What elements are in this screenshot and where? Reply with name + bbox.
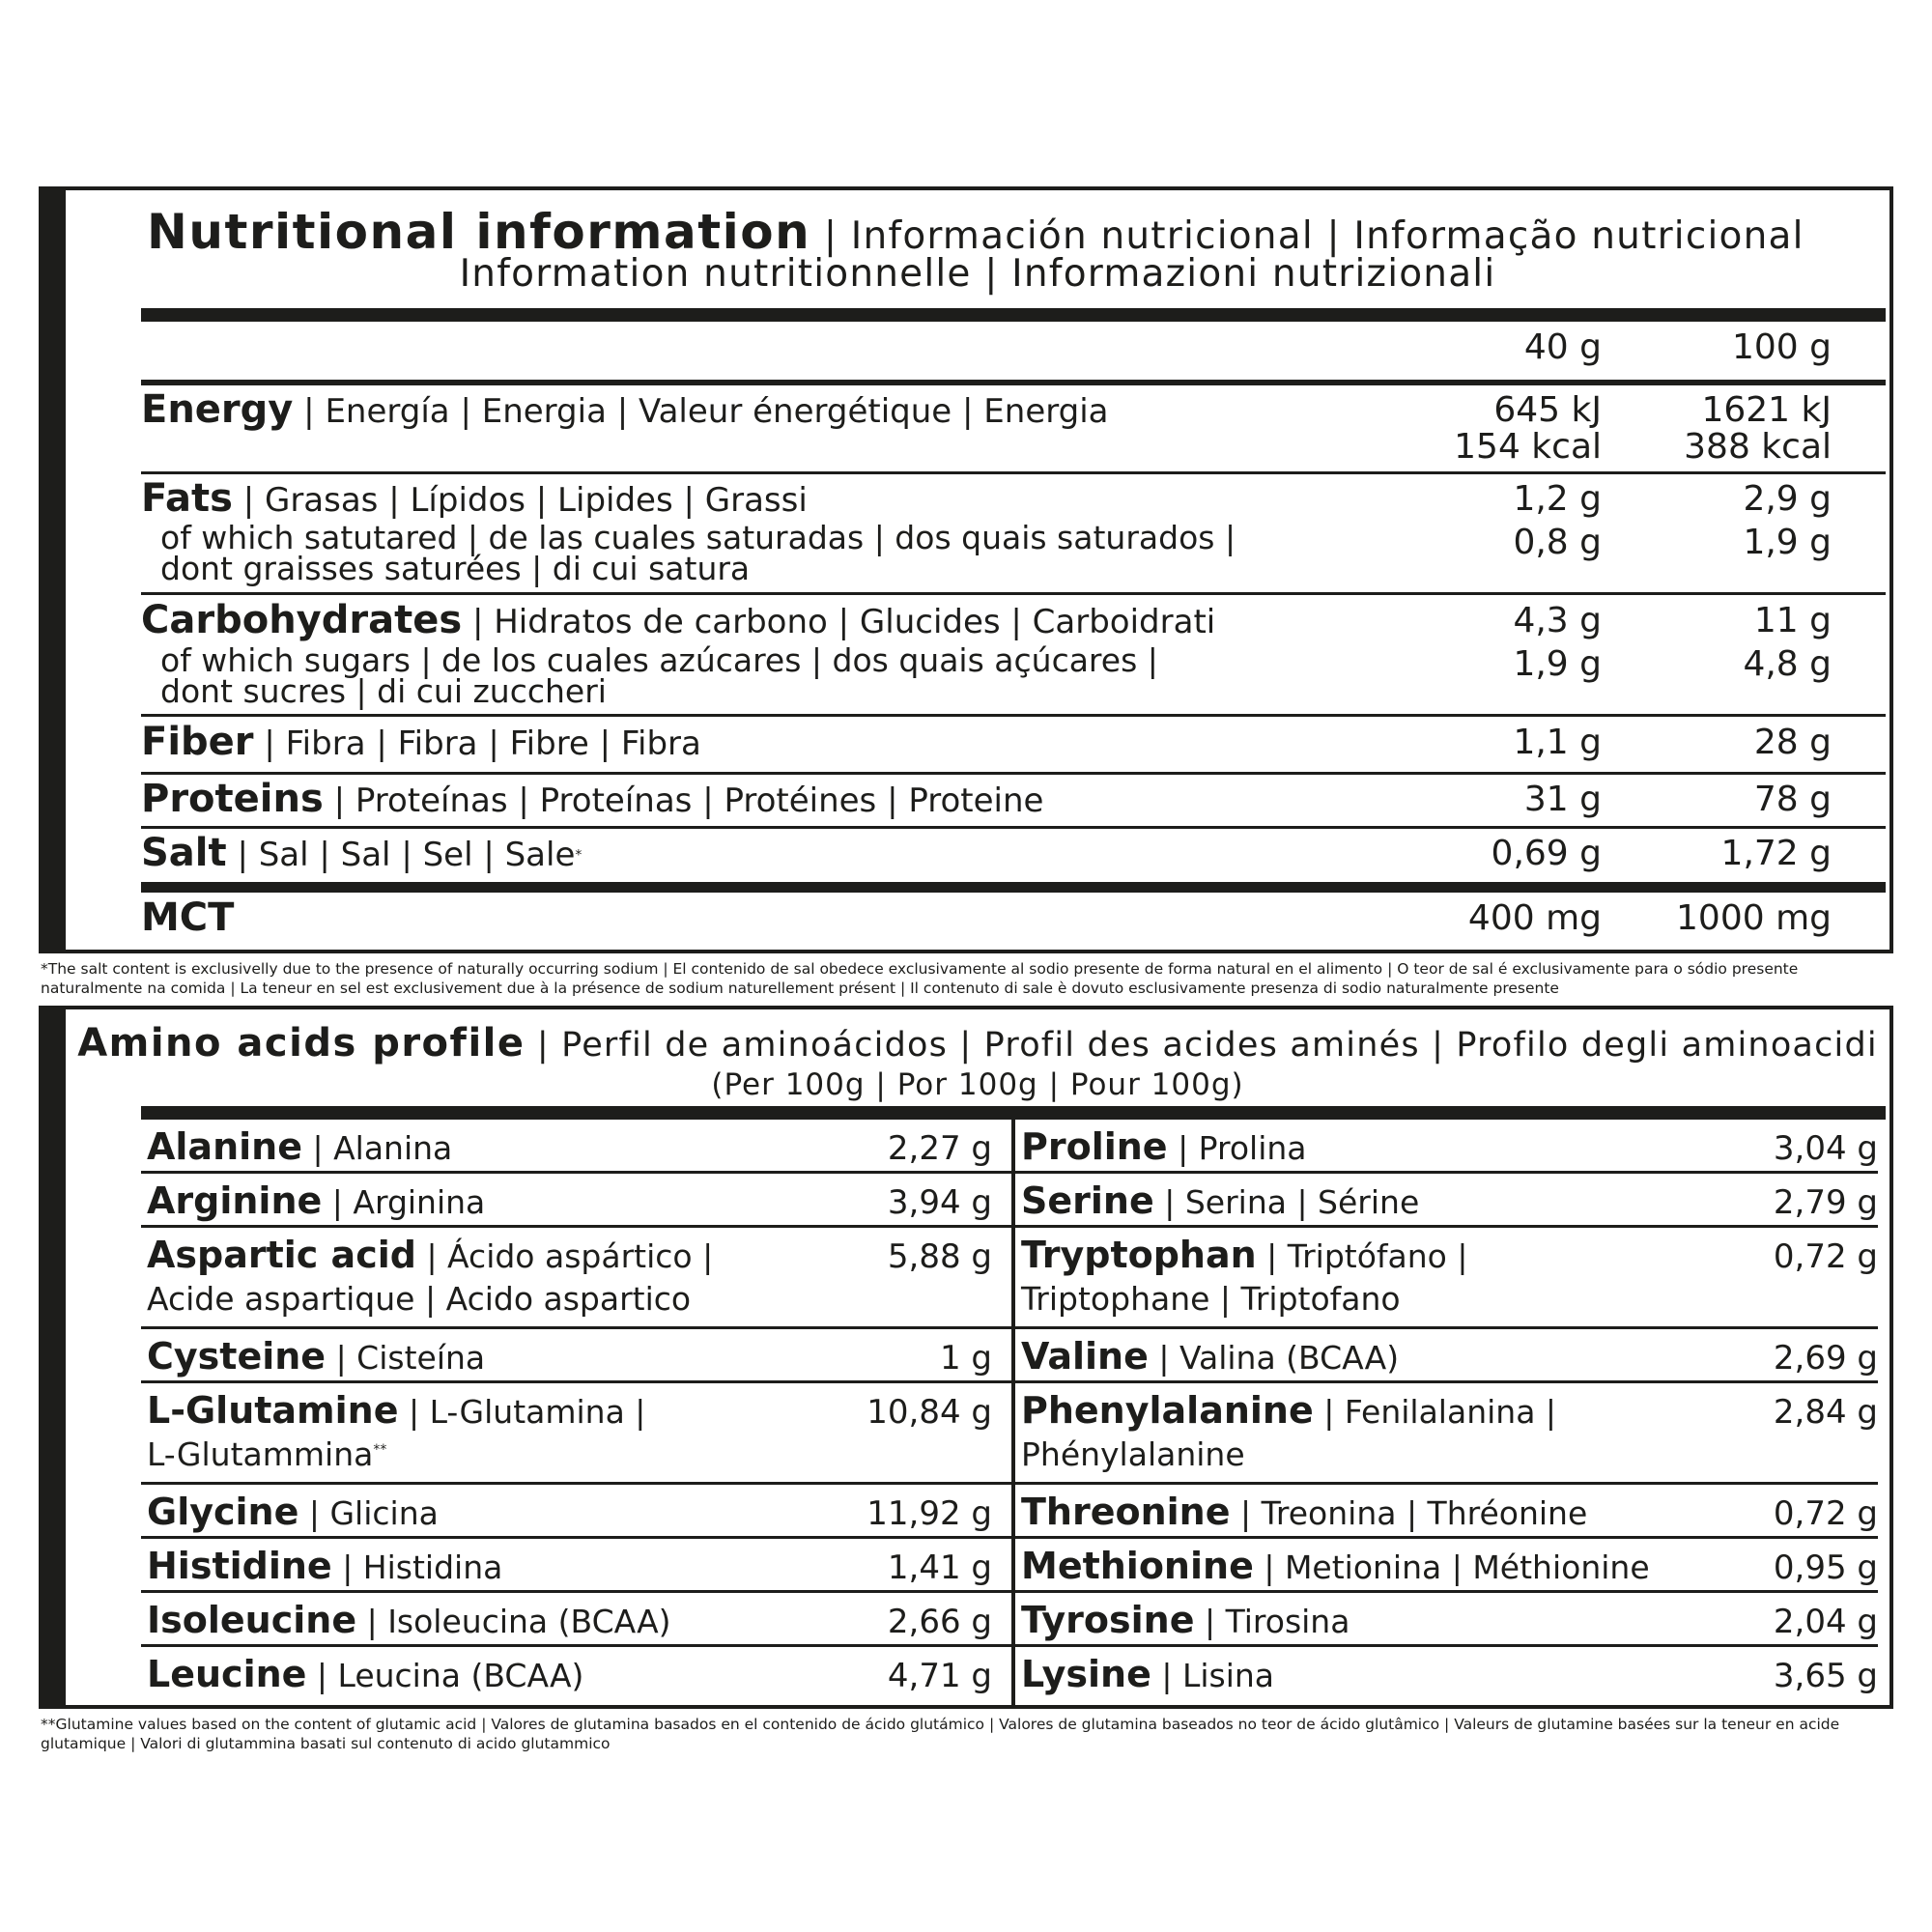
- amino-name-translations: | Lisina: [1151, 1657, 1275, 1694]
- salt-label: [141, 831, 582, 875]
- amino-name-bold: Threonine: [1021, 1491, 1231, 1533]
- amino-value: 1 g: [939, 1339, 992, 1378]
- amino-value: 11,92 g: [867, 1494, 992, 1533]
- energy-label-bold: Energy: [141, 387, 294, 432]
- carbs-label-bold: Carbohydrates: [141, 598, 463, 642]
- amino-name-translations: | Glicina: [298, 1494, 439, 1532]
- amino-value: 3,65 g: [1773, 1657, 1878, 1695]
- salt-label-bold: Salt: [141, 831, 227, 875]
- fats-40: 1,2 g: [1513, 479, 1602, 519]
- proteins-label-bold: Proteins: [141, 777, 324, 821]
- saturated-40: 0,8 g: [1513, 523, 1602, 562]
- amino-value: 2,66 g: [887, 1603, 992, 1641]
- carbs-100: 11 g: [1753, 601, 1832, 640]
- amino-row: [1015, 1329, 1886, 1383]
- fats-sub-line2: dont graisses saturées | di cui satura: [160, 550, 751, 587]
- row-divider: [141, 714, 1886, 717]
- amino-row: [1015, 1539, 1886, 1593]
- amino-row: [141, 1120, 1011, 1174]
- fiber-100: 28 g: [1753, 723, 1832, 762]
- row-divider: [141, 471, 1886, 474]
- amino-name-line2-text: Phénylalanine: [1021, 1435, 1245, 1473]
- amino-name-bold: Tryptophan: [1021, 1234, 1257, 1276]
- energy-40-kcal: 154 kcal: [1454, 427, 1602, 467]
- amino-value: 5,88 g: [887, 1237, 992, 1276]
- amino-name: [147, 1234, 713, 1276]
- sugars-40: 1,9 g: [1513, 644, 1602, 684]
- amino-panel: [39, 1006, 1893, 1709]
- fats-label-bold: Fats: [141, 476, 233, 521]
- carbs-label: [141, 598, 1215, 642]
- amino-row: [1015, 1485, 1886, 1539]
- amino-value: 4,71 g: [887, 1657, 992, 1695]
- amino-name-translations: | Prolina: [1167, 1129, 1307, 1167]
- glutamine-footnote: **Glutamine values based on the content of glutamic acid | Valores de glutamina basados en el contenido de ácido glutámico | Valores de glutamina baseados no teor de ácido glutâmico | Valeurs de glutamine basées sur la teneur en acide glutamique | Valori di glutammina basati sul contenuto di acido glutammico: [41, 1716, 1840, 1752]
- row-divider: [141, 826, 1886, 829]
- amino-name: [1021, 1125, 1307, 1168]
- amino-name-bold: Valine: [1021, 1335, 1149, 1378]
- energy-100-kcal: 388 kcal: [1684, 427, 1832, 467]
- amino-name: [147, 1125, 452, 1168]
- amino-name: [147, 1179, 485, 1222]
- nutrition-title-rest: | Información nutricional | Informação nutricional: [810, 214, 1804, 258]
- fiber-label-rest: | Fibra | Fibra | Fibre | Fibra: [253, 724, 701, 763]
- amino-value: 2,69 g: [1773, 1339, 1878, 1378]
- fiber-label-bold: Fiber: [141, 720, 254, 764]
- amino-name-bold: Glycine: [147, 1491, 299, 1533]
- amino-name-translations: | Tirosina: [1194, 1603, 1350, 1640]
- amino-name-line2: [1021, 1435, 1245, 1473]
- energy-label-rest: | Energía | Energia | Valeur énergétique | Energia: [293, 392, 1109, 431]
- salt-40: 0,69 g: [1491, 834, 1602, 873]
- amino-title-divider: [141, 1106, 1886, 1120]
- amino-name-translations: | Histidina: [331, 1548, 503, 1586]
- amino-name: [1021, 1234, 1467, 1276]
- mct-divider: [141, 882, 1886, 893]
- amino-name-line2-text: Acide aspartique | Acido aspartico: [147, 1280, 692, 1318]
- mct-40: 400 mg: [1467, 898, 1602, 938]
- amino-name-bold: Aspartic acid: [147, 1234, 416, 1276]
- amino-name-translations: | Valina (BCAA): [1148, 1339, 1400, 1377]
- amino-row: [141, 1593, 1011, 1647]
- proteins-label: [141, 777, 1043, 821]
- amino-name-translations: | Arginina: [322, 1183, 486, 1221]
- amino-row: [1015, 1383, 1886, 1485]
- amino-value: 0,72 g: [1773, 1237, 1878, 1276]
- amino-name-translations: | Triptófano |: [1256, 1237, 1468, 1275]
- amino-value: 2,79 g: [1773, 1183, 1878, 1222]
- salt-label-rest: | Sal | Sal | Sel | Sale: [226, 836, 576, 874]
- salt-100: 1,72 g: [1720, 834, 1832, 873]
- amino-title-bold: Amino acids profile: [77, 1021, 526, 1065]
- amino-row: [141, 1228, 1011, 1329]
- amino-value: 3,94 g: [887, 1183, 992, 1222]
- amino-value: 10,84 g: [867, 1393, 992, 1432]
- amino-name-bold: Tyrosine: [1021, 1599, 1195, 1641]
- amino-row: [141, 1174, 1011, 1228]
- amino-row: [1015, 1593, 1886, 1647]
- amino-value: 2,27 g: [887, 1129, 992, 1168]
- glutamine-footnote-marker: **: [373, 1442, 387, 1458]
- amino-name-translations: | Serina | Sérine: [1153, 1183, 1420, 1221]
- row-divider: [141, 772, 1886, 775]
- salt-footnote: *The salt content is exclusivelly due to the presence of naturally occurring sodium | El contenido de sal obedece exclusivamente al sodio presente de forma natural en el alimento | O teor de sal é exclusivamente para o sódio presente naturalmente na comida | La teneur en sel est exclusivement due à la présence de sodium naturellement présent | Il contenuto di sale è dovuto esclusivamente presenza di sodio naturalmente presente: [41, 960, 1799, 997]
- mct-100: 1000 mg: [1676, 898, 1832, 938]
- amino-name-bold: Serine: [1021, 1179, 1154, 1222]
- amino-value: 0,95 g: [1773, 1548, 1878, 1587]
- amino-name-line2: [147, 1280, 691, 1318]
- amino-name-translations: | Cisteína: [326, 1339, 486, 1377]
- energy-40-kj: 645 kJ: [1493, 390, 1602, 430]
- amino-title-line2: (Per 100g | Por 100g | Pour 100g): [711, 1067, 1244, 1102]
- carbs-sub-line2: dont sucres | di cui zuccheri: [160, 672, 607, 710]
- carbs-label-rest: | Hidratos de carbono | Glucides | Carboidrati: [462, 603, 1216, 641]
- amino-name-line2: [147, 1435, 386, 1473]
- nutrition-title-line2: Information nutritionnelle | Informazioni nutrizionali: [459, 252, 1496, 296]
- nutrition-title-bold: Nutritional information: [147, 204, 811, 260]
- amino-row: [1015, 1647, 1886, 1709]
- carbs-40: 4,3 g: [1513, 601, 1602, 640]
- proteins-40: 31 g: [1523, 780, 1602, 819]
- amino-name-bold: Isoleucine: [147, 1599, 357, 1641]
- proteins-100: 78 g: [1753, 780, 1832, 819]
- mct-label: MCT: [141, 895, 235, 940]
- amino-name: [147, 1545, 502, 1587]
- amino-name: [147, 1335, 485, 1378]
- amino-row: [141, 1539, 1011, 1593]
- col-header-40g: 40 g: [1523, 327, 1602, 367]
- amino-row: [141, 1383, 1011, 1485]
- nutrition-panel: [39, 186, 1893, 953]
- amino-title-rest: | Perfil de aminoácidos | Profil des acides aminés | Profilo degli aminoacidi: [525, 1026, 1878, 1065]
- energy-100-kj: 1621 kJ: [1701, 390, 1832, 430]
- salt-footnote-marker: *: [575, 847, 582, 864]
- carbs-sub-line1: of which sugars | de los cuales azúcares | dos quais açúcares |: [160, 641, 1158, 679]
- amino-name-bold: Methionine: [1021, 1545, 1254, 1587]
- amino-name-bold: Proline: [1021, 1125, 1168, 1168]
- amino-name-bold: Alanine: [147, 1125, 302, 1168]
- saturated-100: 1,9 g: [1743, 523, 1832, 562]
- amino-name: [1021, 1599, 1350, 1641]
- amino-row: [1015, 1120, 1886, 1174]
- amino-name-translations: | Fenilalanina |: [1313, 1393, 1557, 1431]
- amino-name-bold: Leucine: [147, 1653, 307, 1695]
- amino-name: [147, 1491, 439, 1533]
- sugars-100: 4,8 g: [1743, 644, 1832, 684]
- amino-name: [1021, 1653, 1274, 1695]
- fats-100: 2,9 g: [1743, 479, 1832, 519]
- amino-name-translations: | L-Glutamina |: [398, 1393, 646, 1431]
- amino-row: [141, 1329, 1011, 1383]
- amino-row: [141, 1485, 1011, 1539]
- amino-name: [1021, 1545, 1650, 1587]
- amino-name-translations: | Treonina | Thréonine: [1230, 1494, 1588, 1532]
- fiber-40: 1,1 g: [1513, 723, 1602, 762]
- amino-name: [1021, 1491, 1587, 1533]
- amino-row: [141, 1647, 1011, 1709]
- amino-name-translations: | Metionina | Méthionine: [1253, 1548, 1650, 1586]
- fats-sub-line1: of which satutared | de las cuales saturadas | dos quais saturados |: [160, 519, 1236, 556]
- amino-title: [66, 1021, 1889, 1065]
- title-divider: [141, 308, 1886, 322]
- amino-name-line2: [1021, 1280, 1401, 1318]
- fats-label-rest: | Grasas | Lípidos | Lipides | Grassi: [232, 481, 808, 520]
- proteins-label-rest: | Proteínas | Proteínas | Protéines | Proteine: [323, 781, 1044, 820]
- amino-name-bold: Phenylalanine: [1021, 1389, 1314, 1432]
- amino-name-bold: L-Glutamine: [147, 1389, 399, 1432]
- amino-name-line2-text: L-Glutammina: [147, 1435, 374, 1473]
- amino-value: 3,04 g: [1773, 1129, 1878, 1168]
- amino-value: 2,84 g: [1773, 1393, 1878, 1432]
- amino-name: [1021, 1389, 1556, 1432]
- amino-name: [147, 1599, 671, 1641]
- amino-name-translations: | Leucina (BCAA): [306, 1657, 584, 1694]
- amino-value: 1,41 g: [887, 1548, 992, 1587]
- amino-value: 2,04 g: [1773, 1603, 1878, 1641]
- amino-name-bold: Arginine: [147, 1179, 323, 1222]
- amino-name-bold: Lysine: [1021, 1653, 1151, 1695]
- fats-label: [141, 476, 808, 521]
- header-divider: [141, 380, 1886, 385]
- amino-row: [1015, 1228, 1886, 1329]
- amino-name: [147, 1389, 645, 1432]
- amino-name-line2-text: Triptophane | Triptofano: [1021, 1280, 1401, 1318]
- amino-name-translations: | Isoleucina (BCAA): [356, 1603, 671, 1640]
- amino-name: [147, 1653, 583, 1695]
- row-divider: [141, 592, 1886, 595]
- energy-label: [141, 387, 1108, 432]
- amino-row: [1015, 1174, 1886, 1228]
- amino-name: [1021, 1179, 1419, 1222]
- col-header-100g: 100 g: [1731, 327, 1832, 367]
- amino-name: [1021, 1335, 1399, 1378]
- amino-name-translations: | Ácido aspártico |: [415, 1237, 714, 1275]
- amino-value: 0,72 g: [1773, 1494, 1878, 1533]
- amino-name-translations: | Alanina: [301, 1129, 453, 1167]
- amino-name-bold: Histidine: [147, 1545, 332, 1587]
- amino-name-bold: Cysteine: [147, 1335, 327, 1378]
- fiber-label: [141, 720, 701, 764]
